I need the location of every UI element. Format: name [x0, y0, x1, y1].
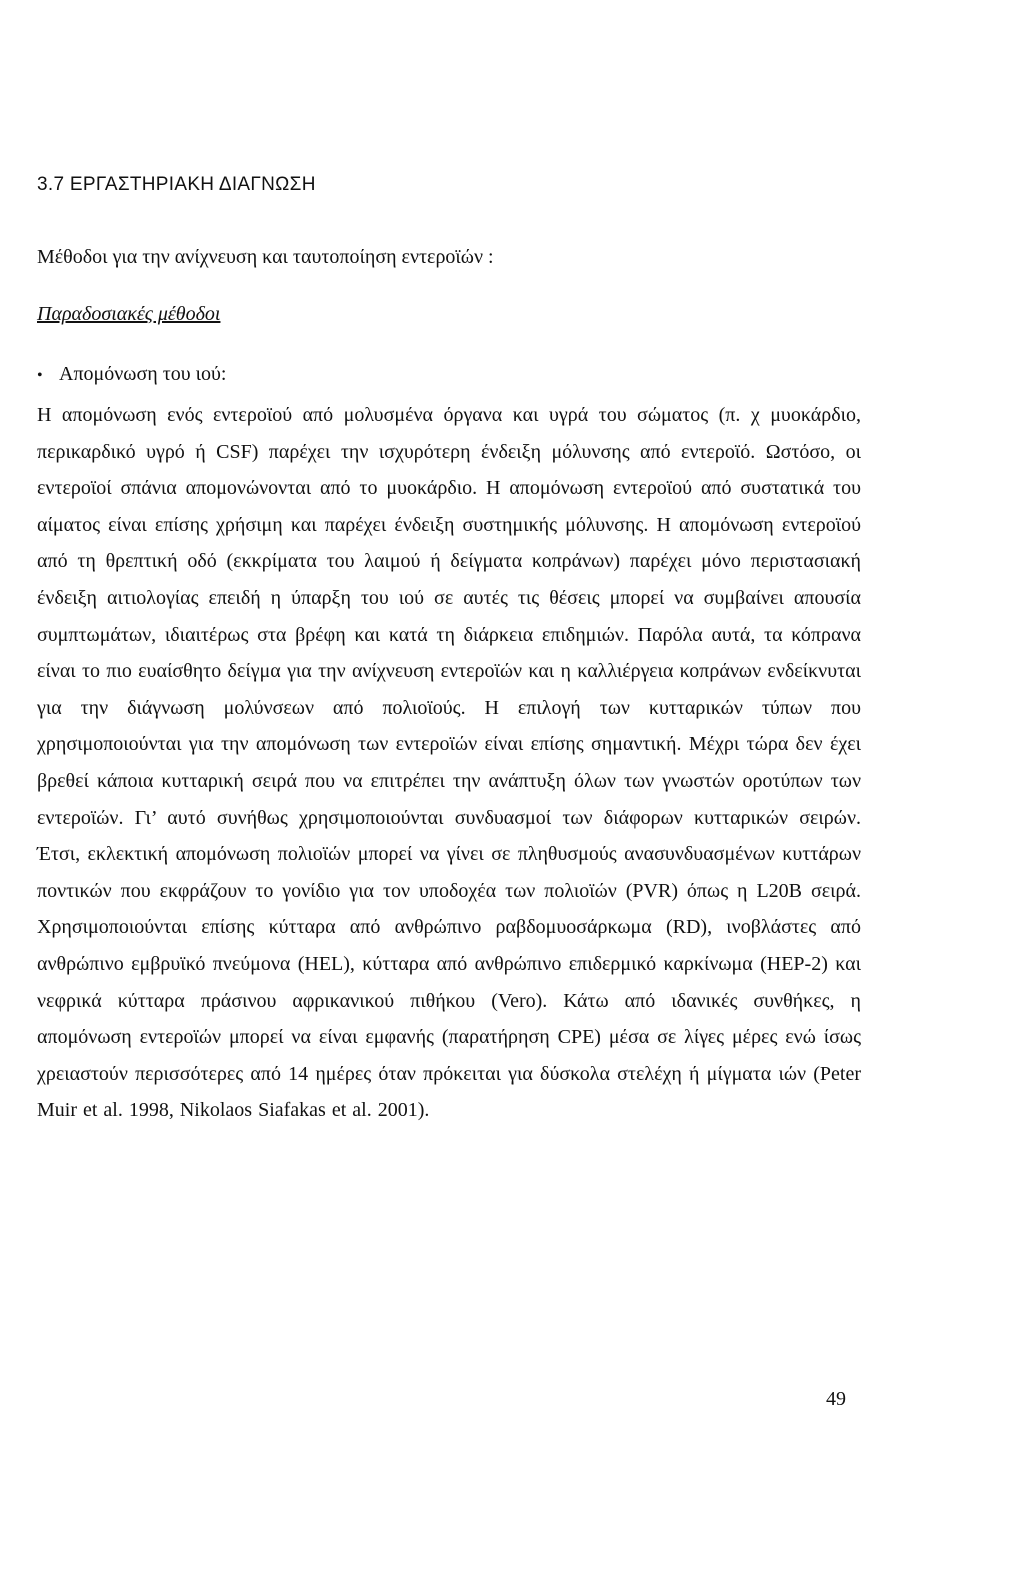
bullet-icon: •	[37, 367, 43, 384]
subsection-title: Παραδοσιακές μέθοδοι	[37, 303, 221, 325]
bullet-item	[37, 363, 227, 386]
body-paragraph: Η απομόνωση ενός εντεροϊού από μολυσμένα όργανα και υγρά του σώματος (π. χ μυοκάρδιο, περικαρδικό υγρό ή CSF) παρέχει την ισχυρότερη ένδειξη μόλυνσης από εντεροϊό. Ωστόσο, οι εντεροϊοί σπάνια απομονώνονται από το μυοκάρδιο. Η απομόνωση εντεροϊού από συστατικά του αίματος είναι επίσης χρήσιμη και παρέχει ένδειξη συστημικής μόλυνσης. Η απομόνωση εντεροϊού από τη θρεπτική οδό (εκκρίματα του λαιμού ή δείγματα κοπράνων) παρέχει μόνο περιστασιακή ένδειξη αιτιολογίας επειδή η ύπαρξη του ιού σε αυτές τις θέσεις μπορεί να συμβαίνει απουσία συμπτωμάτων, ιδιαιτέρως στα βρέφη και κατά τη διάρκεια επιδημιών. Παρόλα αυτά, τα κόπρανα είναι το πιο ευαίσθητο δείγμα για την ανίχνευση εντεροϊών και η καλλιέργεια κοπράνων ενδείκνυται για την διάγνωση μολύνσεων από πολιοϊούς. Η επιλογή των κυτταρικών τύπων που χρησιμοποιούνται για την απομόνωση των εντεροϊών είναι επίσης σημαντική. Μέχρι τώρα δεν έχει βρεθεί κάποια κυτταρική σειρά που να επιτρέπει την ανάπτυξη όλων των γνωστών οροτύπων των εντεροϊών. Γι’ αυτό συνήθως χρησιμοποιούνται συνδυασμοί των διάφορων κυτταρικών σειρών. Έτσι, εκλεκτική απομόνωση πολιοϊών μπορεί να γίνει σε πληθυσμούς ανασυνδυασμένων κυττάρων ποντικών που εκφράζουν το γονίδιο για τον υποδοχέα των πολιοϊών (PVR) όπως η L20B σειρά. Χρησιμοποιούνται επίσης κύτταρα από ανθρώπινο ραβδομυοσάρκωμα (RD), ινοβλάστες από ανθρώπινο εμβρυϊκό πνεύμονα (HEL), κύτταρα από ανθρώπινο επιδερμικό καρκίνωμα (HEP-2) και νεφρικά κύτταρα πράσινου αφρικανικού πιθήκου (Vero). Κάτω από ιδανικές συνθήκες, η απομόνωση εντεροϊών μπορεί να είναι εμφανής (παρατήρηση CPE) μέσα σε λίγες μέρες ενώ ίσως χρειαστούν περισσότερες από 14 ημέρες όταν πρόκειται για δύσκολα στελέχη ή μίγματα ιών (Peter Muir et al. 1998, Nikolaos Siafakas et al. 2001).	[37, 404, 861, 1122]
page-number: 49	[826, 1388, 846, 1410]
section-heading: 3.7 ΕΡΓΑΣΤΗΡΙΑΚΗ ΔΙΑΓΝΩΣΗ	[37, 174, 316, 195]
subtitle: Μέθοδοι για την ανίχνευση και ταυτοποίηση εντεροϊών :	[37, 246, 494, 268]
bullet-label: Απομόνωση του ιού:	[59, 363, 227, 385]
